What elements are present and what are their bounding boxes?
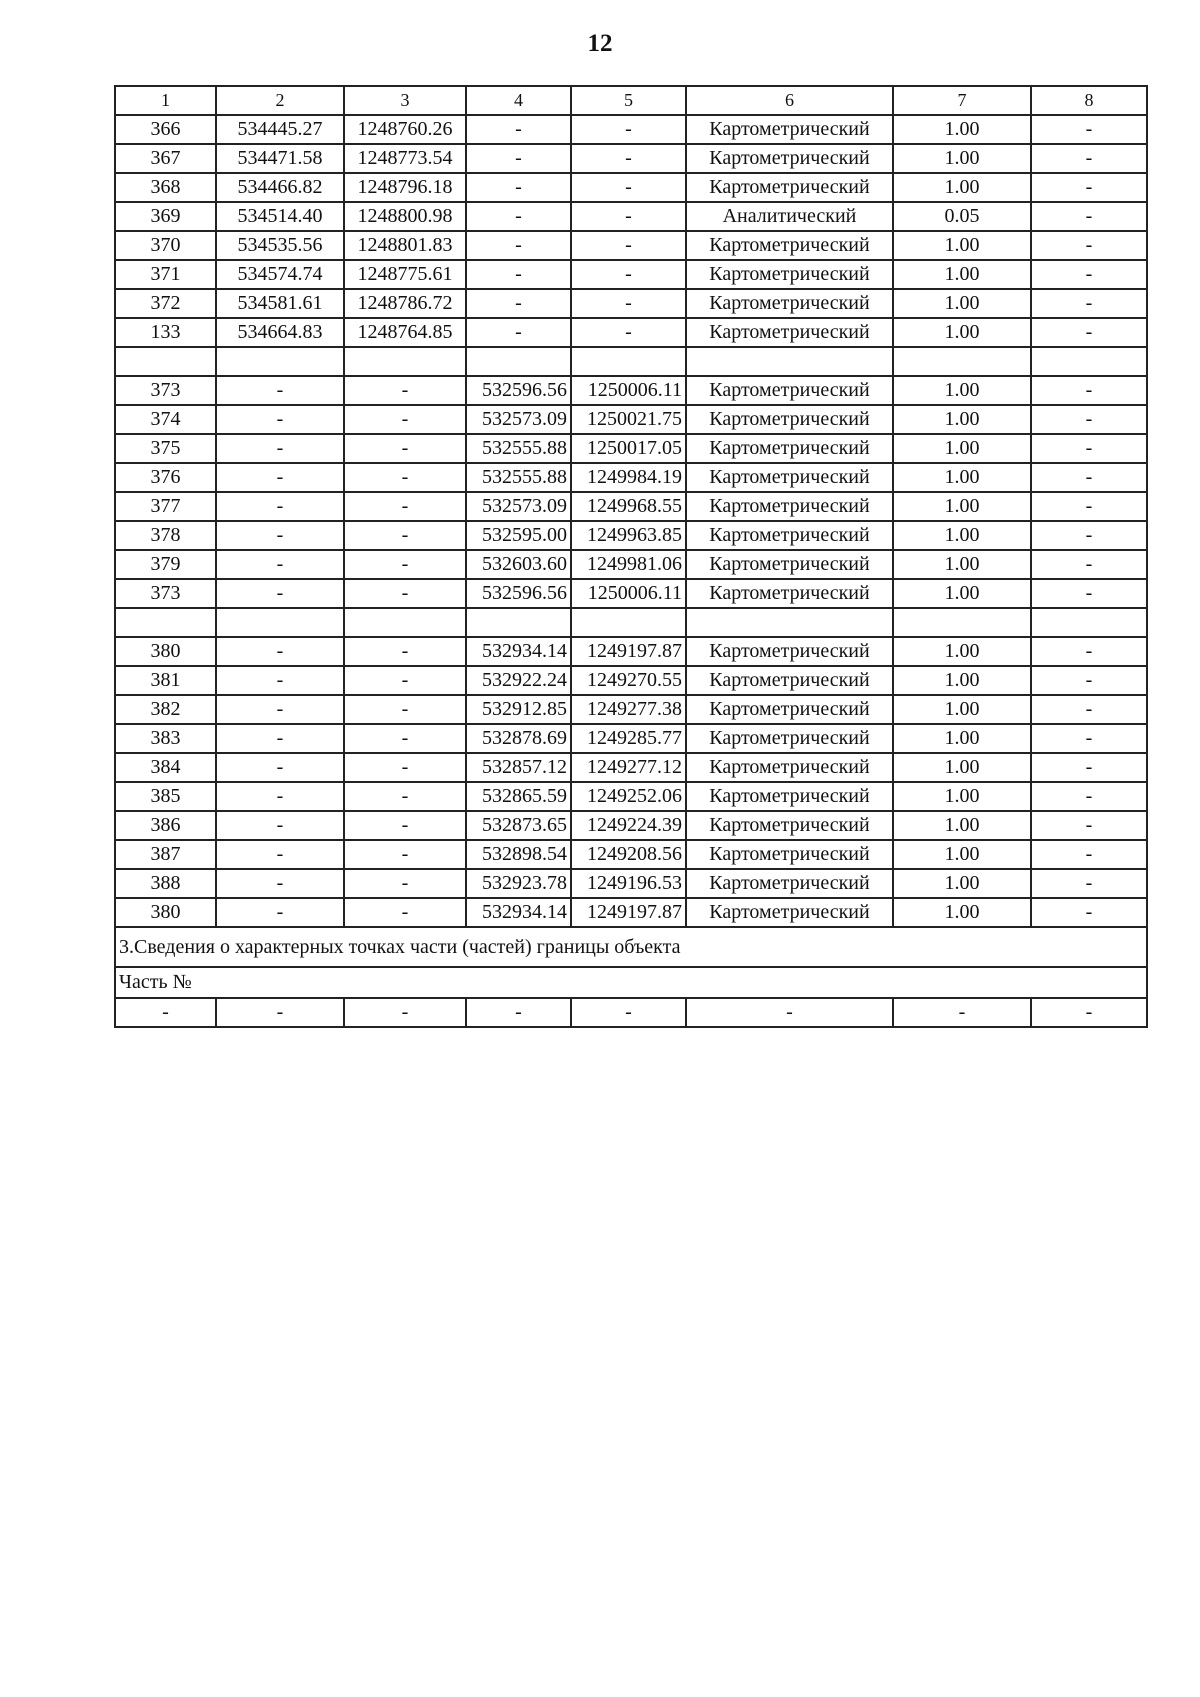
table-cell: - — [571, 289, 686, 318]
table-cell: 1249968.55 — [571, 492, 686, 521]
table-cell: - — [216, 840, 344, 869]
table-cell: 532922.24 — [466, 666, 571, 695]
table-cell: 1.00 — [893, 376, 1031, 405]
table-cell: 1249208.56 — [571, 840, 686, 869]
empty-cell — [571, 608, 686, 637]
table-cell: 1.00 — [893, 144, 1031, 173]
table-cell: - — [571, 202, 686, 231]
table-cell: - — [686, 998, 893, 1027]
table-cell: 1250021.75 — [571, 405, 686, 434]
table-cell: - — [1031, 869, 1147, 898]
table-cell: Картометрический — [686, 782, 893, 811]
table-cell: Картометрический — [686, 521, 893, 550]
table-cell: 534664.83 — [216, 318, 344, 347]
table-body — [115, 86, 1147, 1027]
table-cell: 1.00 — [893, 695, 1031, 724]
table-cell: 386 — [115, 811, 216, 840]
table-cell: 534581.61 — [216, 289, 344, 318]
empty-cell — [893, 608, 1031, 637]
table-cell: 367 — [115, 144, 216, 173]
table-row — [115, 289, 1147, 318]
column-header-3: 3 — [344, 86, 466, 115]
table-cell: 1248775.61 — [344, 260, 466, 289]
table-cell: 382 — [115, 695, 216, 724]
table-cell: 1.00 — [893, 869, 1031, 898]
table-cell: 368 — [115, 173, 216, 202]
table-row — [115, 260, 1147, 289]
part-label-row — [115, 967, 1147, 998]
section-title-row — [115, 927, 1147, 967]
table-cell: 1249224.39 — [571, 811, 686, 840]
table-cell: Картометрический — [686, 724, 893, 753]
table-cell: 1250006.11 — [571, 579, 686, 608]
table-cell: 1248801.83 — [344, 231, 466, 260]
table-cell: - — [1031, 318, 1147, 347]
table-cell: 532898.54 — [466, 840, 571, 869]
table-cell: 366 — [115, 115, 216, 144]
column-header-8: 8 — [1031, 86, 1147, 115]
table-cell: - — [216, 521, 344, 550]
table-cell: - — [216, 753, 344, 782]
table-cell: - — [466, 260, 571, 289]
table-cell: 380 — [115, 637, 216, 666]
table-cell: - — [216, 869, 344, 898]
table-row — [115, 753, 1147, 782]
table-cell: 532603.60 — [466, 550, 571, 579]
table-cell: - — [571, 173, 686, 202]
table-cell: - — [466, 173, 571, 202]
table-row — [115, 637, 1147, 666]
table-cell: 1.00 — [893, 782, 1031, 811]
table-cell: Картометрический — [686, 579, 893, 608]
table-cell: - — [1031, 376, 1147, 405]
table-cell: - — [1031, 260, 1147, 289]
table-row — [115, 318, 1147, 347]
table-cell: 375 — [115, 434, 216, 463]
table-cell: - — [571, 998, 686, 1027]
table-cell: 376 — [115, 463, 216, 492]
table-row — [115, 898, 1147, 927]
table-row — [115, 173, 1147, 202]
table-cell: 1249196.53 — [571, 869, 686, 898]
empty-cell — [115, 347, 216, 376]
table-cell: - — [344, 724, 466, 753]
table-cell: 1.00 — [893, 666, 1031, 695]
table-cell: 371 — [115, 260, 216, 289]
empty-cell — [466, 608, 571, 637]
table-cell: - — [1031, 579, 1147, 608]
part-label: Часть № — [115, 967, 1147, 998]
table-cell: 1250017.05 — [571, 434, 686, 463]
table-row — [115, 724, 1147, 753]
table-cell: - — [1031, 115, 1147, 144]
table-cell: Картометрический — [686, 289, 893, 318]
table-cell: - — [344, 695, 466, 724]
table-cell: - — [466, 144, 571, 173]
table-cell: 1.00 — [893, 898, 1031, 927]
table-cell: 1249277.12 — [571, 753, 686, 782]
group-separator-row — [115, 347, 1147, 376]
table-row — [115, 405, 1147, 434]
table-cell: - — [344, 666, 466, 695]
table-cell: - — [466, 318, 571, 347]
table-cell: 532596.56 — [466, 579, 571, 608]
table-cell: 1249981.06 — [571, 550, 686, 579]
table-cell: - — [1031, 405, 1147, 434]
table-cell: - — [1031, 289, 1147, 318]
group-separator-row — [115, 608, 1147, 637]
table-cell: 532873.65 — [466, 811, 571, 840]
column-header-4: 4 — [466, 86, 571, 115]
table-cell: 1.00 — [893, 753, 1031, 782]
table-cell: 369 — [115, 202, 216, 231]
table-cell: 1.00 — [893, 521, 1031, 550]
table-cell: Картометрический — [686, 376, 893, 405]
table-cell: 1.00 — [893, 115, 1031, 144]
table-cell: 1249963.85 — [571, 521, 686, 550]
table-cell: 532573.09 — [466, 492, 571, 521]
table-cell: - — [216, 405, 344, 434]
table-cell: - — [1031, 550, 1147, 579]
empty-cell — [344, 347, 466, 376]
table-cell: - — [1031, 463, 1147, 492]
table-cell: Картометрический — [686, 869, 893, 898]
table-cell: 372 — [115, 289, 216, 318]
table-cell: 1.00 — [893, 579, 1031, 608]
empty-cell — [466, 347, 571, 376]
table-cell: - — [344, 434, 466, 463]
table-cell: - — [344, 869, 466, 898]
table-cell: - — [571, 144, 686, 173]
empty-cell — [1031, 608, 1147, 637]
table-cell: Картометрический — [686, 318, 893, 347]
table-cell: - — [216, 898, 344, 927]
table-cell: - — [893, 998, 1031, 1027]
column-header-6: 6 — [686, 86, 893, 115]
empty-cell — [1031, 347, 1147, 376]
table-cell: 374 — [115, 405, 216, 434]
table-cell: 534514.40 — [216, 202, 344, 231]
table-cell: 133 — [115, 318, 216, 347]
table-cell: - — [344, 579, 466, 608]
table-cell: Картометрический — [686, 666, 893, 695]
table-cell: - — [1031, 811, 1147, 840]
table-cell: 534466.82 — [216, 173, 344, 202]
table-cell: 1250006.11 — [571, 376, 686, 405]
table-cell: 373 — [115, 579, 216, 608]
table-cell: 532596.56 — [466, 376, 571, 405]
table-cell: - — [344, 376, 466, 405]
table-cell: - — [571, 318, 686, 347]
table-cell: 0.05 — [893, 202, 1031, 231]
table-cell: 1248800.98 — [344, 202, 466, 231]
table-cell: 532573.09 — [466, 405, 571, 434]
table-cell: - — [216, 695, 344, 724]
table-row — [115, 550, 1147, 579]
table-cell: 1248760.26 — [344, 115, 466, 144]
table-cell: Картометрический — [686, 695, 893, 724]
table-cell: Картометрический — [686, 115, 893, 144]
empty-cell — [686, 608, 893, 637]
table-cell: - — [1031, 637, 1147, 666]
table-row — [115, 463, 1147, 492]
table-cell: 1.00 — [893, 318, 1031, 347]
empty-cell — [893, 347, 1031, 376]
table-cell: 1249984.19 — [571, 463, 686, 492]
table-cell: 532555.88 — [466, 434, 571, 463]
table-cell: - — [344, 811, 466, 840]
table-cell: Картометрический — [686, 840, 893, 869]
table-cell: - — [1031, 144, 1147, 173]
table-cell: 1.00 — [893, 260, 1031, 289]
table-cell: - — [1031, 998, 1147, 1027]
table-cell: - — [1031, 434, 1147, 463]
table-cell: - — [216, 666, 344, 695]
table-row — [115, 811, 1147, 840]
table-cell: 532555.88 — [466, 463, 571, 492]
table-cell: 384 — [115, 753, 216, 782]
column-header-7: 7 — [893, 86, 1031, 115]
table-row — [115, 376, 1147, 405]
table-cell: - — [216, 998, 344, 1027]
table-cell: Картометрический — [686, 811, 893, 840]
empty-cell — [216, 347, 344, 376]
table-cell: - — [1031, 173, 1147, 202]
column-header-1: 1 — [115, 86, 216, 115]
table-cell: - — [466, 289, 571, 318]
table-cell: 1.00 — [893, 231, 1031, 260]
table-row — [115, 492, 1147, 521]
table-cell: 1249197.87 — [571, 637, 686, 666]
table-cell: 1248773.54 — [344, 144, 466, 173]
table-cell: 1.00 — [893, 811, 1031, 840]
table-cell: 1.00 — [893, 463, 1031, 492]
table-cell: 532865.59 — [466, 782, 571, 811]
header-row — [115, 86, 1147, 115]
table-row — [115, 666, 1147, 695]
table-cell: 1.00 — [893, 492, 1031, 521]
table-cell: - — [216, 579, 344, 608]
table-cell: 373 — [115, 376, 216, 405]
table-cell: 377 — [115, 492, 216, 521]
table-cell: - — [344, 550, 466, 579]
table-cell: Картометрический — [686, 231, 893, 260]
table-row — [115, 202, 1147, 231]
table-cell: - — [344, 405, 466, 434]
table-cell: - — [216, 782, 344, 811]
table-cell: 385 — [115, 782, 216, 811]
table-cell: 380 — [115, 898, 216, 927]
table-row — [115, 434, 1147, 463]
page-number: 12 — [587, 30, 613, 57]
table-cell: 1.00 — [893, 434, 1031, 463]
table-row — [115, 144, 1147, 173]
table-cell: 1249197.87 — [571, 898, 686, 927]
table-cell: - — [1031, 231, 1147, 260]
table-cell: - — [216, 434, 344, 463]
table-cell: - — [1031, 753, 1147, 782]
table-cell: Картометрический — [686, 434, 893, 463]
table-cell: 1248764.85 — [344, 318, 466, 347]
table-cell: - — [1031, 840, 1147, 869]
table-cell: - — [466, 202, 571, 231]
table-cell: - — [1031, 521, 1147, 550]
table-cell: Картометрический — [686, 550, 893, 579]
column-header-2: 2 — [216, 86, 344, 115]
table-cell: - — [466, 231, 571, 260]
table-cell: 1249277.38 — [571, 695, 686, 724]
table-cell: Картометрический — [686, 463, 893, 492]
table-cell: 532857.12 — [466, 753, 571, 782]
table-row — [115, 869, 1147, 898]
table-cell: - — [344, 998, 466, 1027]
table-cell: 383 — [115, 724, 216, 753]
table-row — [115, 840, 1147, 869]
table-cell: Картометрический — [686, 637, 893, 666]
table-cell: Картометрический — [686, 260, 893, 289]
table-cell: 1.00 — [893, 289, 1031, 318]
table-cell: 1.00 — [893, 637, 1031, 666]
section-title: 3.Сведения о характерных точках части (частей) границы объекта — [115, 927, 1147, 967]
table-row — [115, 782, 1147, 811]
table-cell: 532934.14 — [466, 637, 571, 666]
table-cell: - — [344, 521, 466, 550]
table-cell: 1248796.18 — [344, 173, 466, 202]
table-cell: 1.00 — [893, 550, 1031, 579]
table-cell: - — [216, 463, 344, 492]
table-cell: 378 — [115, 521, 216, 550]
table-cell: Картометрический — [686, 492, 893, 521]
table-cell: 1248786.72 — [344, 289, 466, 318]
table-cell: - — [1031, 202, 1147, 231]
table-cell: 388 — [115, 869, 216, 898]
table-cell: - — [1031, 492, 1147, 521]
table-row — [115, 521, 1147, 550]
table-cell: 1.00 — [893, 173, 1031, 202]
table-cell: 532595.00 — [466, 521, 571, 550]
table-row — [115, 115, 1147, 144]
table-cell: 379 — [115, 550, 216, 579]
table-cell: - — [571, 231, 686, 260]
table-cell: Аналитический — [686, 202, 893, 231]
table-cell: - — [344, 463, 466, 492]
empty-cell — [216, 608, 344, 637]
table-cell: Картометрический — [686, 753, 893, 782]
table-cell: Картометрический — [686, 898, 893, 927]
empty-cell — [344, 608, 466, 637]
empty-cell — [686, 347, 893, 376]
table-cell: 1249270.55 — [571, 666, 686, 695]
table-cell: 532934.14 — [466, 898, 571, 927]
table-cell: 381 — [115, 666, 216, 695]
table-cell: - — [344, 840, 466, 869]
table-cell: 532912.85 — [466, 695, 571, 724]
table-cell: - — [571, 260, 686, 289]
table-cell: - — [344, 898, 466, 927]
table-cell: - — [216, 724, 344, 753]
table-cell: - — [1031, 898, 1147, 927]
table-cell: - — [115, 998, 216, 1027]
empty-cell — [115, 608, 216, 637]
table-cell: - — [1031, 666, 1147, 695]
table-row — [115, 231, 1147, 260]
part-data-row — [115, 998, 1147, 1027]
empty-cell — [571, 347, 686, 376]
table-cell: - — [1031, 695, 1147, 724]
table-cell: - — [216, 550, 344, 579]
table-cell: 387 — [115, 840, 216, 869]
table-cell: 534574.74 — [216, 260, 344, 289]
table-cell: 534445.27 — [216, 115, 344, 144]
table-cell: 1.00 — [893, 724, 1031, 753]
table-cell: - — [216, 637, 344, 666]
table-cell: 534535.56 — [216, 231, 344, 260]
table-cell: 1249252.06 — [571, 782, 686, 811]
table-cell: Картометрический — [686, 144, 893, 173]
table-row — [115, 579, 1147, 608]
table-cell: 1.00 — [893, 840, 1031, 869]
table-cell: - — [1031, 782, 1147, 811]
table-cell: 532923.78 — [466, 869, 571, 898]
table-cell: Картометрический — [686, 173, 893, 202]
table-row — [115, 695, 1147, 724]
table-cell: - — [466, 998, 571, 1027]
table-cell: - — [216, 376, 344, 405]
table-cell: - — [466, 115, 571, 144]
table-cell: - — [571, 115, 686, 144]
column-header-5: 5 — [571, 86, 686, 115]
table-cell: - — [344, 782, 466, 811]
table-cell: - — [216, 811, 344, 840]
table-cell: - — [344, 637, 466, 666]
boundary-points-table — [114, 85, 1148, 1028]
table-cell: - — [1031, 724, 1147, 753]
table-cell: 534471.58 — [216, 144, 344, 173]
table-cell: - — [344, 492, 466, 521]
table-cell: 1.00 — [893, 405, 1031, 434]
table-cell: Картометрический — [686, 405, 893, 434]
table-cell: 532878.69 — [466, 724, 571, 753]
table-cell: - — [216, 492, 344, 521]
table-cell: 1249285.77 — [571, 724, 686, 753]
table-cell: - — [344, 753, 466, 782]
table-cell: 370 — [115, 231, 216, 260]
